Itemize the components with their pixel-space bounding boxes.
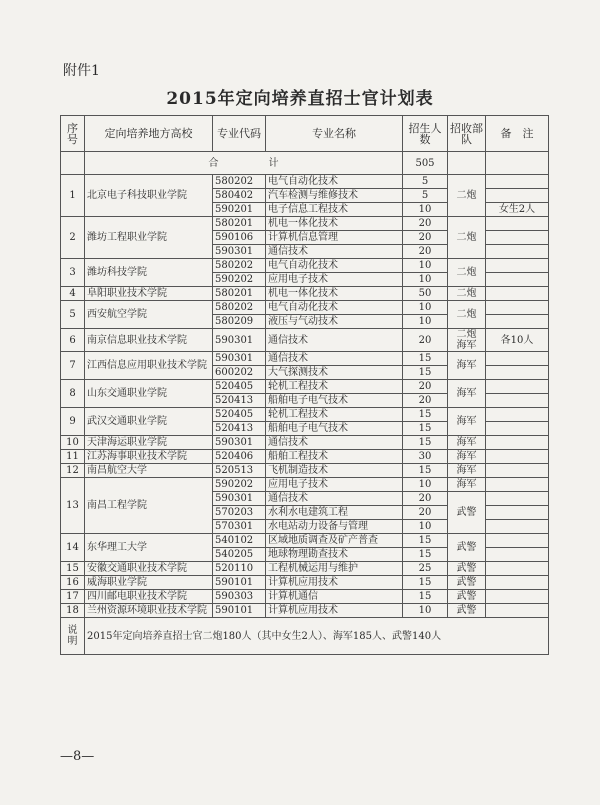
row-unit: 武警 xyxy=(448,562,486,576)
row-remark xyxy=(486,273,549,287)
row-school: 潍坊工程职业学院 xyxy=(85,217,213,259)
row-count: 10 xyxy=(403,259,448,273)
row-unit: 海军 xyxy=(448,380,486,408)
row-seq: 8 xyxy=(61,380,85,408)
row-code: 590106 xyxy=(213,231,266,245)
row-school: 江西信息应用职业技术学院 xyxy=(85,352,213,380)
row-count: 10 xyxy=(403,203,448,217)
row-remark xyxy=(486,189,549,203)
row-major: 机电一体化技术 xyxy=(266,287,403,301)
row-seq: 11 xyxy=(61,450,85,464)
row-count: 20 xyxy=(403,217,448,231)
row-code: 520413 xyxy=(213,394,266,408)
row-count: 15 xyxy=(403,590,448,604)
row-seq: 16 xyxy=(61,576,85,590)
row-major: 计算机信息管理 xyxy=(266,231,403,245)
row-major: 水电站动力设备与管理 xyxy=(266,520,403,534)
row-school: 天津海运职业学院 xyxy=(85,436,213,450)
row-school: 西安航空学院 xyxy=(85,301,213,329)
row-seq: 18 xyxy=(61,604,85,618)
row-count: 10 xyxy=(403,478,448,492)
row-school: 南京信息职业技术学院 xyxy=(85,329,213,352)
row-count: 20 xyxy=(403,492,448,506)
row-seq: 3 xyxy=(61,259,85,287)
row-seq: 7 xyxy=(61,352,85,380)
row-code: 520110 xyxy=(213,562,266,576)
row-code: 590301 xyxy=(213,329,266,352)
row-count: 10 xyxy=(403,315,448,329)
row-code: 540102 xyxy=(213,534,266,548)
row-unit: 武警 xyxy=(448,590,486,604)
row-seq: 2 xyxy=(61,217,85,259)
header-school: 定向培养地方高校 xyxy=(85,116,213,152)
row-school: 武汉交通职业学院 xyxy=(85,408,213,436)
total-value: 505 xyxy=(403,152,448,175)
row-major: 轮机工程技术 xyxy=(266,408,403,422)
row-school: 阜阳职业技术学院 xyxy=(85,287,213,301)
row-unit: 武警 xyxy=(448,492,486,534)
row-seq: 12 xyxy=(61,464,85,478)
row-count: 15 xyxy=(403,408,448,422)
row-count: 10 xyxy=(403,604,448,618)
table-row xyxy=(61,217,549,231)
header-seq: 序号 xyxy=(61,116,85,152)
row-remark xyxy=(486,175,549,189)
header-count: 招生人数 xyxy=(403,116,448,152)
row-major: 液压与气动技术 xyxy=(266,315,403,329)
row-school: 南昌航空大学 xyxy=(85,464,213,478)
row-code: 590202 xyxy=(213,273,266,287)
row-code: 590202 xyxy=(213,478,266,492)
row-code: 520406 xyxy=(213,450,266,464)
table-row xyxy=(61,464,549,478)
row-major: 应用电子技术 xyxy=(266,273,403,287)
row-major: 电气自动化技术 xyxy=(266,301,403,315)
plan-table xyxy=(60,115,549,655)
table-row xyxy=(61,436,549,450)
row-count: 20 xyxy=(403,245,448,259)
row-count: 15 xyxy=(403,576,448,590)
row-count: 20 xyxy=(403,394,448,408)
row-unit: 海军 xyxy=(448,408,486,436)
row-code: 580202 xyxy=(213,301,266,315)
row-code: 520405 xyxy=(213,380,266,394)
row-major: 计算机应用技术 xyxy=(266,576,403,590)
row-seq: 15 xyxy=(61,562,85,576)
row-remark xyxy=(486,450,549,464)
row-count: 15 xyxy=(403,352,448,366)
row-code: 600202 xyxy=(213,366,266,380)
row-remark xyxy=(486,478,549,492)
table-row xyxy=(61,259,549,273)
row-unit: 武警 xyxy=(448,604,486,618)
row-code: 580402 xyxy=(213,189,266,203)
row-unit: 武警 xyxy=(448,576,486,590)
row-code: 520413 xyxy=(213,422,266,436)
row-remark xyxy=(486,380,549,394)
row-school: 江苏海事职业技术学院 xyxy=(85,450,213,464)
row-major: 水利水电建筑工程 xyxy=(266,506,403,520)
table-row xyxy=(61,562,549,576)
row-remark xyxy=(486,352,549,366)
row-code: 540205 xyxy=(213,548,266,562)
row-seq: 1 xyxy=(61,175,85,217)
header-code: 专业代码 xyxy=(213,116,266,152)
row-code: 580209 xyxy=(213,315,266,329)
row-school: 安徽交通职业技术学院 xyxy=(85,562,213,576)
row-major: 机电一体化技术 xyxy=(266,217,403,231)
row-remark xyxy=(486,287,549,301)
row-code: 580201 xyxy=(213,217,266,231)
table-row xyxy=(61,478,549,492)
row-count: 30 xyxy=(403,450,448,464)
row-count: 15 xyxy=(403,422,448,436)
table-row xyxy=(61,450,549,464)
row-major: 电子信息工程技术 xyxy=(266,203,403,217)
row-major: 船舶电子电气技术 xyxy=(266,422,403,436)
row-school: 北京电子科技职业学院 xyxy=(85,175,213,217)
row-count: 20 xyxy=(403,231,448,245)
row-code: 580202 xyxy=(213,259,266,273)
row-count: 20 xyxy=(403,506,448,520)
header-remark: 备 注 xyxy=(486,116,549,152)
table-row xyxy=(61,301,549,315)
row-remark xyxy=(486,590,549,604)
row-major: 电气自动化技术 xyxy=(266,175,403,189)
row-code: 590301 xyxy=(213,352,266,366)
row-code: 570301 xyxy=(213,520,266,534)
row-seq: 5 xyxy=(61,301,85,329)
row-major: 船舶工程技术 xyxy=(266,450,403,464)
row-seq: 4 xyxy=(61,287,85,301)
row-major: 通信技术 xyxy=(266,436,403,450)
row-code: 580202 xyxy=(213,175,266,189)
row-major: 船舶电子电气技术 xyxy=(266,394,403,408)
row-school: 南昌工程学院 xyxy=(85,478,213,534)
row-unit: 二炮 海军 xyxy=(448,329,486,352)
row-school: 潍坊科技学院 xyxy=(85,259,213,287)
row-count: 5 xyxy=(403,189,448,203)
row-count: 10 xyxy=(403,520,448,534)
header-major: 专业名称 xyxy=(266,116,403,152)
row-code: 590101 xyxy=(213,576,266,590)
row-count: 15 xyxy=(403,436,448,450)
row-major: 计算机通信 xyxy=(266,590,403,604)
page-number: —8— xyxy=(60,749,95,764)
row-remark xyxy=(486,534,549,548)
row-school: 兰州资源环境职业技术学院 xyxy=(85,604,213,618)
row-code: 590101 xyxy=(213,604,266,618)
row-major: 电气自动化技术 xyxy=(266,259,403,273)
table-row xyxy=(61,576,549,590)
table-row xyxy=(61,352,549,366)
row-remark xyxy=(486,394,549,408)
row-remark xyxy=(486,506,549,520)
row-major: 通信技术 xyxy=(266,329,403,352)
row-major: 通信技术 xyxy=(266,352,403,366)
row-seq: 9 xyxy=(61,408,85,436)
row-unit: 海军 xyxy=(448,464,486,478)
row-code: 580201 xyxy=(213,287,266,301)
row-code: 590303 xyxy=(213,590,266,604)
row-unit: 海军 xyxy=(448,478,486,492)
row-remark: 各10人 xyxy=(486,329,549,352)
row-unit: 二炮 xyxy=(448,175,486,217)
row-unit: 海军 xyxy=(448,450,486,464)
table-row xyxy=(61,329,549,352)
attachment-label: 附件1 xyxy=(63,63,100,79)
row-remark xyxy=(486,301,549,315)
row-school: 威海职业学院 xyxy=(85,576,213,590)
row-remark xyxy=(486,366,549,380)
row-major: 汽车检测与维修技术 xyxy=(266,189,403,203)
row-count: 5 xyxy=(403,175,448,189)
row-unit: 海军 xyxy=(448,352,486,380)
row-unit: 海军 xyxy=(448,436,486,450)
row-code: 590301 xyxy=(213,436,266,450)
row-count: 10 xyxy=(403,301,448,315)
table-row xyxy=(61,534,549,548)
row-major: 通信技术 xyxy=(266,245,403,259)
row-count: 15 xyxy=(403,366,448,380)
row-remark xyxy=(486,464,549,478)
row-major: 通信技术 xyxy=(266,492,403,506)
row-count: 20 xyxy=(403,329,448,352)
row-unit: 二炮 xyxy=(448,287,486,301)
row-major: 应用电子技术 xyxy=(266,478,403,492)
row-unit: 二炮 xyxy=(448,217,486,259)
row-unit: 二炮 xyxy=(448,259,486,287)
row-seq: 17 xyxy=(61,590,85,604)
row-seq: 10 xyxy=(61,436,85,450)
row-major: 轮机工程技术 xyxy=(266,380,403,394)
row-unit: 二炮 xyxy=(448,301,486,329)
row-remark xyxy=(486,259,549,273)
row-school: 山东交通职业学院 xyxy=(85,380,213,408)
row-seq: 14 xyxy=(61,534,85,562)
row-remark xyxy=(486,604,549,618)
row-remark xyxy=(486,576,549,590)
row-major: 大气探测技术 xyxy=(266,366,403,380)
row-remark xyxy=(486,548,549,562)
row-count: 10 xyxy=(403,273,448,287)
page-title: 2015年定向培养直招士官计划表 xyxy=(166,89,434,109)
table-row xyxy=(61,380,549,394)
row-major: 计算机应用技术 xyxy=(266,604,403,618)
total-label: 合 计 xyxy=(85,152,403,175)
row-remark xyxy=(486,231,549,245)
row-remark xyxy=(486,520,549,534)
row-remark xyxy=(486,408,549,422)
table-row xyxy=(61,175,549,189)
row-count: 50 xyxy=(403,287,448,301)
row-remark xyxy=(486,422,549,436)
row-major: 区域地质调查及矿产普查 xyxy=(266,534,403,548)
row-code: 520405 xyxy=(213,408,266,422)
table-row xyxy=(61,287,549,301)
row-major: 工程机械运用与维护 xyxy=(266,562,403,576)
row-school: 四川邮电职业技术学院 xyxy=(85,590,213,604)
row-seq: 6 xyxy=(61,329,85,352)
row-major: 飞机制造技术 xyxy=(266,464,403,478)
note-label: 说明 xyxy=(61,618,85,655)
header-unit: 招收部队 xyxy=(448,116,486,152)
row-unit: 武警 xyxy=(448,534,486,562)
row-count: 15 xyxy=(403,534,448,548)
row-code: 520513 xyxy=(213,464,266,478)
row-code: 590301 xyxy=(213,492,266,506)
row-count: 25 xyxy=(403,562,448,576)
row-code: 570203 xyxy=(213,506,266,520)
row-remark xyxy=(486,245,549,259)
table-row xyxy=(61,590,549,604)
row-remark: 女生2人 xyxy=(486,203,549,217)
row-code: 590301 xyxy=(213,245,266,259)
row-remark xyxy=(486,217,549,231)
note-row xyxy=(61,618,549,655)
row-remark xyxy=(486,436,549,450)
note-text: 2015年定向培养直招士官二炮180人（其中女生2人）、海军185人、武警140人 xyxy=(85,618,549,655)
row-major: 地球物理勘查技术 xyxy=(266,548,403,562)
row-seq: 13 xyxy=(61,478,85,534)
total-row xyxy=(61,152,549,175)
row-count: 15 xyxy=(403,548,448,562)
table-row xyxy=(61,604,549,618)
row-remark xyxy=(486,562,549,576)
row-count: 20 xyxy=(403,380,448,394)
row-remark xyxy=(486,315,549,329)
table-row xyxy=(61,408,549,422)
row-count: 15 xyxy=(403,464,448,478)
row-code: 590201 xyxy=(213,203,266,217)
row-remark xyxy=(486,492,549,506)
row-school: 东华理工大学 xyxy=(85,534,213,562)
